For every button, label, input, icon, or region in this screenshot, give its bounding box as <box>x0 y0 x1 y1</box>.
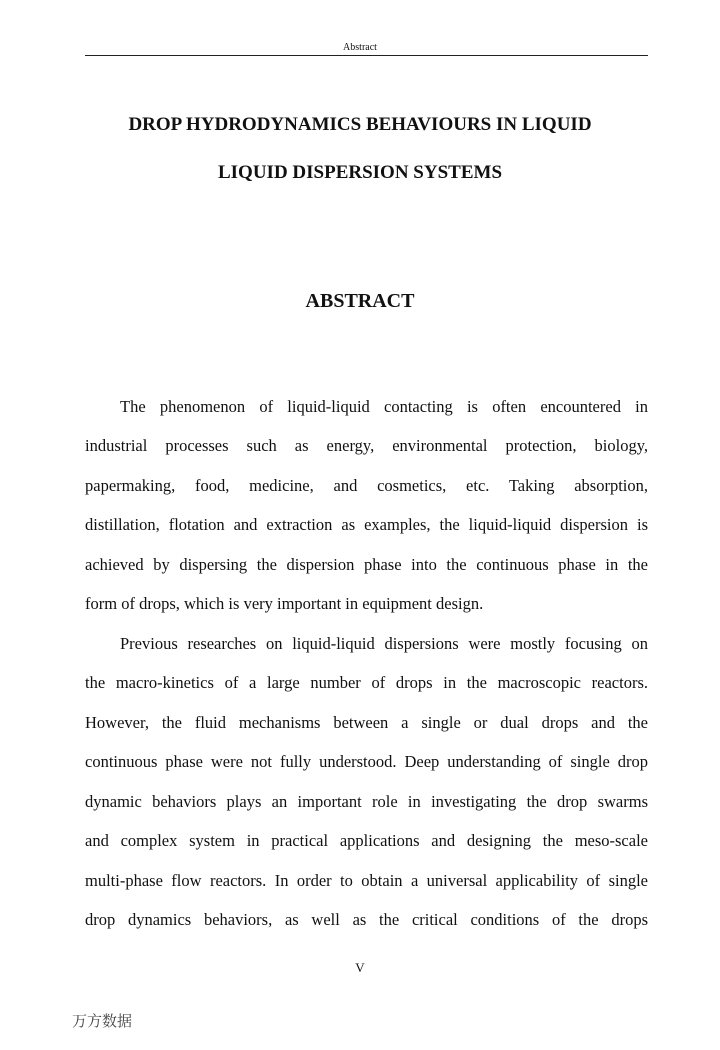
text-line: distillation, flotation and extraction as examples, the liquid-liquid dispersion is <box>85 515 648 534</box>
text-line: and complex system in practical applications and designing the meso-scale <box>85 831 648 850</box>
watermark: 万方数据 <box>72 1012 133 1030</box>
page-number: V <box>355 960 365 975</box>
title-line-1: DROP HYDRODYNAMICS BEHAVIOURS IN LIQUID <box>128 114 592 135</box>
text-line: continuous phase were not fully understood. Deep understanding of single drop <box>85 752 648 771</box>
title-line-2: LIQUID DISPERSION SYSTEMS <box>217 162 503 183</box>
text-line: Previous researches on liquid-liquid dispersions were mostly focusing on <box>120 634 648 653</box>
text-line: drop dynamics behaviors, as well as the critical conditions of the drops <box>85 910 648 929</box>
text-line: form of drops, which is very important in equipment design. <box>85 594 484 613</box>
text-line: dynamic behaviors plays an important role in investigating the drop swarms <box>85 792 648 811</box>
header-rule <box>85 55 648 56</box>
text-line: However, the fluid mechanisms between a single or dual drops and the <box>85 713 648 732</box>
running-header: Abstract <box>343 42 377 53</box>
text-line: achieved by dispersing the dispersion phase into the continuous phase in the <box>85 555 648 574</box>
text-line: The phenomenon of liquid-liquid contacting is often encountered in <box>120 397 648 416</box>
text-line: multi-phase flow reactors. In order to obtain a universal applicability of single <box>85 871 648 890</box>
abstract-heading: ABSTRACT <box>305 290 415 312</box>
text-line: industrial processes such as energy, environmental protection, biology, <box>85 436 648 455</box>
text-line: papermaking, food, medicine, and cosmetics, etc. Taking absorption, <box>85 476 648 495</box>
text-line: the macro-kinetics of a large number of drops in the macroscopic reactors. <box>85 673 648 692</box>
